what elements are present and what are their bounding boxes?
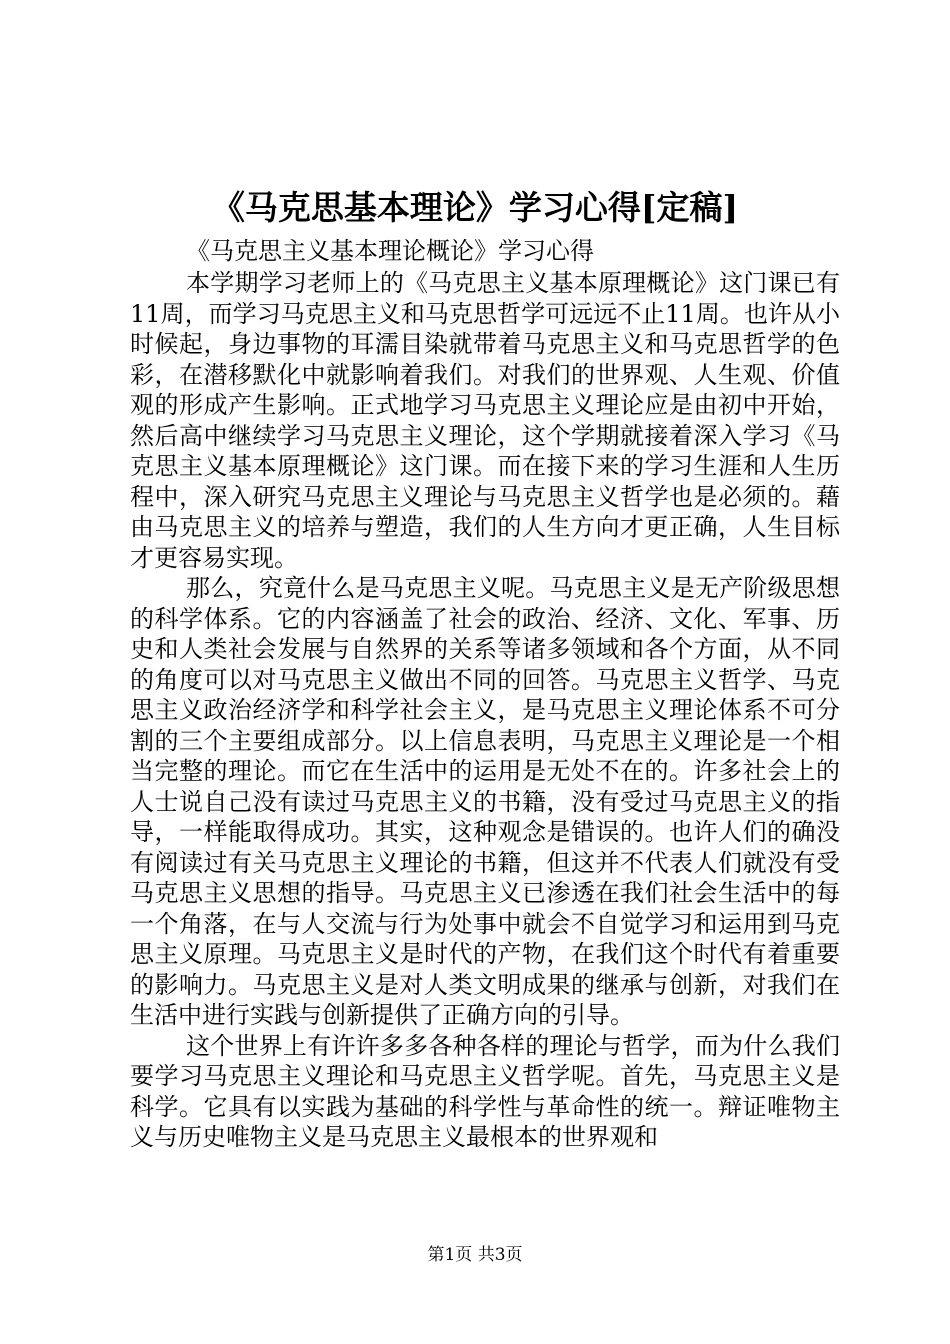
page-footer: 第1页 共3页 xyxy=(427,1245,523,1265)
paragraph-1: 本学期学习老师上的《马克思主义基本原理概论》这门课已有11周，而学习马克思主义和马克思哲学可远远不止11周。也许从小时候起，身边事物的耳濡目染就带着马克思主义和马克思哲学的色彩，在潜移默化中就影响着我们。对我们的世界观、人生观、价值观的形成产生影响。正式地学习马克思主义理论应是由初中开始，然后高中继续学习马克思主义理论，这个学期就接着深入学习《马克思主义基本原理概论》这门课。而在接下来的学习生涯和人生历程中，深入研究马克思主义理论与马克思主义哲学也是必须的。藉由马克思主义的培养与塑造，我们的人生方向才更正确，人生目标才更容易实现。 xyxy=(130,269,840,572)
document-body xyxy=(130,268,840,1153)
document-title: 《马克思基本理论》学习心得[定稿] xyxy=(211,188,739,227)
paragraph-2: 那么，究竟什么是马克思主义呢。马克思主义是无产阶级思想的科学体系。它的内容涵盖了社会的政治、经济、文化、军事、历史和人类社会发展与自然界的关系等诸多领域和各个方面，从不同的角度可以对马克思主义做出不同的回答。马克思主义哲学、马克思主义政治经济学和科学社会主义，是马克思主义理论体系不可分割的三个主要组成部分。以上信息表明，马克思主义理论是一个相当完整的理论。而它在生活中的运用是无处不在的。许多社会上的人士说自己没有读过马克思主义的书籍，没有受过马克思主义的指导，一样能取得成功。其实，这种观念是错误的。也许人们的确没有阅读过有关马克思主义理论的书籍，但这并不代表人们就没有受马克思主义思想的指导。马克思主义已渗透在我们社会生活中的每一个角落，在与人交流与行为处事中就会不自觉学习和运用到马克思主义原理。马克思主义是时代的产物，在我们这个时代有着重要的影响力。马克思主义是对人类文明成果的继承与创新，对我们在生活中进行实践与创新提供了正确方向的引导。 xyxy=(130,574,840,1029)
paragraph-3: 这个世界上有许许多多各种各样的理论与哲学，而为什么我们要学习马克思主义理论和马克思主义哲学呢。首先，马克思主义是科学。它具有以实践为基础的科学性与革命性的统一。辩证唯物主义与历史唯物主义是马克思主义最根本的世界观和 xyxy=(130,1031,840,1151)
document-subtitle: 《马克思主义基本理论概论》学习心得 xyxy=(186,237,594,265)
